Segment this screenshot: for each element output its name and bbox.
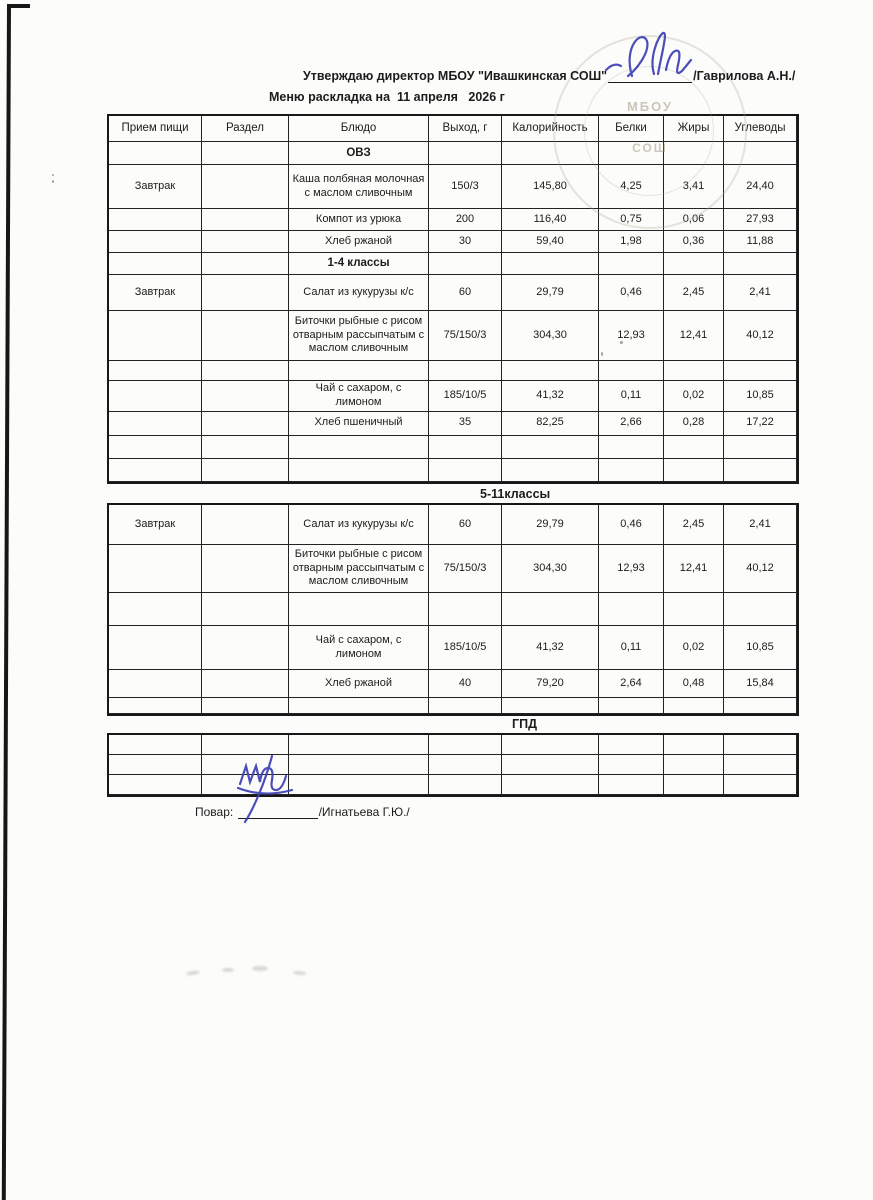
table-row — [109, 231, 797, 253]
portion-cell: 75/150/3 — [429, 545, 502, 593]
table-row — [109, 755, 797, 775]
meal-cell — [109, 698, 202, 714]
calories-cell: 29,79 — [502, 505, 599, 545]
table-row — [109, 593, 797, 626]
column-header-3: Блюдо — [289, 116, 429, 142]
section-cell — [202, 231, 289, 253]
meal-cell — [109, 459, 202, 482]
cook-line — [195, 804, 795, 819]
meal-cell — [109, 436, 202, 459]
menu-table-main — [107, 114, 799, 484]
menu-tables — [107, 114, 795, 819]
fat-cell — [664, 253, 724, 275]
section-cell — [202, 165, 289, 209]
carbs-cell: 40,12 — [724, 311, 797, 361]
meal-cell — [109, 670, 202, 698]
meal-cell: Завтрак — [109, 275, 202, 311]
menu-table-grades511 — [107, 503, 799, 716]
protein-cell: 2,64 — [599, 670, 664, 698]
calories-cell: 82,25 — [502, 412, 599, 436]
fat-cell: 0,28 — [664, 412, 724, 436]
carbs-cell — [724, 735, 797, 755]
section-cell — [202, 209, 289, 231]
scan-smudge — [186, 970, 200, 976]
calories-cell — [502, 735, 599, 755]
protein-cell: 1,98 — [599, 231, 664, 253]
scan-speck — [52, 180, 54, 183]
section-cell — [202, 381, 289, 412]
calories-cell — [502, 755, 599, 775]
protein-cell — [599, 593, 664, 626]
fat-cell — [664, 775, 724, 795]
table-row — [109, 735, 797, 755]
meal-cell: Завтрак — [109, 505, 202, 545]
protein-cell — [599, 361, 664, 381]
table-row — [109, 775, 797, 795]
dish-cell: Салат из кукурузы к/с — [289, 275, 429, 311]
protein-cell — [599, 142, 664, 165]
dish-cell: Хлеб пшеничный — [289, 412, 429, 436]
calories-cell: 304,30 — [502, 545, 599, 593]
table-row — [109, 698, 797, 714]
section-cell — [202, 436, 289, 459]
meal-cell — [109, 361, 202, 381]
meal-cell — [109, 253, 202, 275]
section-row — [109, 142, 797, 165]
calories-cell — [502, 593, 599, 626]
column-header-6: Белки — [599, 116, 664, 142]
dish-cell — [289, 459, 429, 482]
portion-cell — [429, 459, 502, 482]
director-signature — [602, 24, 702, 88]
calories-cell — [502, 698, 599, 714]
calories-cell — [502, 775, 599, 795]
dish-cell: Биточки рыбные с рисом отварным рассыпчатым с маслом сливочным — [289, 545, 429, 593]
calories-cell: 29,79 — [502, 275, 599, 311]
scan-smudge — [252, 966, 268, 971]
dish-cell: 1-4 классы — [289, 253, 429, 275]
table-row — [109, 209, 797, 231]
stamp-text-top: МБОУ — [626, 99, 674, 114]
dish-cell: Чай с сахаром, с лимоном — [289, 626, 429, 670]
portion-cell — [429, 698, 502, 714]
table-row — [109, 165, 797, 209]
portion-cell — [429, 142, 502, 165]
portion-cell: 35 — [429, 412, 502, 436]
fat-cell: 0,02 — [664, 381, 724, 412]
protein-cell — [599, 253, 664, 275]
dish-cell: Каша полбяная молочная с маслом сливочным — [289, 165, 429, 209]
protein-cell: 0,46 — [599, 275, 664, 311]
dish-cell: Хлеб ржаной — [289, 231, 429, 253]
carbs-cell: 24,40 — [724, 165, 797, 209]
column-header-7: Жиры — [664, 116, 724, 142]
section-title-grades511: 5-11классы — [480, 486, 551, 501]
meal-cell: Завтрак — [109, 165, 202, 209]
fat-cell: 2,45 — [664, 275, 724, 311]
approver-name: /Гаврилова А.Н./ — [693, 69, 796, 83]
calories-cell: 41,32 — [502, 381, 599, 412]
section-cell — [202, 311, 289, 361]
protein-cell: 0,75 — [599, 209, 664, 231]
portion-cell: 200 — [429, 209, 502, 231]
table-row — [109, 505, 797, 545]
dish-cell: Чай с сахаром, с лимоном — [289, 381, 429, 412]
director-signature-line — [608, 68, 692, 83]
dish-cell: ОВЗ — [289, 142, 429, 165]
table-row — [109, 670, 797, 698]
section-cell — [202, 459, 289, 482]
carbs-cell: 11,88 — [724, 231, 797, 253]
table-row — [109, 459, 797, 482]
calories-cell: 41,32 — [502, 626, 599, 670]
calories-cell: 59,40 — [502, 231, 599, 253]
portion-cell — [429, 775, 502, 795]
section-cell — [202, 593, 289, 626]
fat-cell — [664, 436, 724, 459]
section-cell — [202, 412, 289, 436]
scan-smudge — [222, 968, 234, 972]
document-title: Меню раскладка на 11 апреля 2026 г — [269, 90, 505, 104]
cook-signature-line — [238, 804, 318, 819]
portion-cell — [429, 735, 502, 755]
portion-cell — [429, 593, 502, 626]
protein-cell: 4,25 — [599, 165, 664, 209]
scan-speck — [52, 174, 54, 176]
meal-cell — [109, 626, 202, 670]
protein-cell — [599, 698, 664, 714]
section-row — [109, 253, 797, 275]
section-cell — [202, 670, 289, 698]
table-row — [109, 381, 797, 412]
column-header-8: Углеводы — [724, 116, 797, 142]
carbs-cell: 2,41 — [724, 505, 797, 545]
portion-cell — [429, 755, 502, 775]
portion-cell — [429, 436, 502, 459]
carbs-cell: 17,22 — [724, 412, 797, 436]
carbs-cell: 40,12 — [724, 545, 797, 593]
fat-cell: 0,06 — [664, 209, 724, 231]
carbs-cell — [724, 142, 797, 165]
table-row — [109, 626, 797, 670]
protein-cell: 12,93 — [599, 545, 664, 593]
fat-cell — [664, 593, 724, 626]
cook-label: Повар: — [195, 804, 237, 819]
dish-cell — [289, 361, 429, 381]
section-title-gpd: ГПД — [512, 717, 537, 731]
carbs-cell — [724, 361, 797, 381]
calories-cell: 145,80 — [502, 165, 599, 209]
carbs-cell: 27,93 — [724, 209, 797, 231]
protein-cell: 0,11 — [599, 381, 664, 412]
carbs-cell — [724, 775, 797, 795]
cook-signature — [232, 752, 322, 824]
protein-cell: 2,66 — [599, 412, 664, 436]
section-cell — [202, 626, 289, 670]
dish-cell: Биточки рыбные с рисом отварным рассыпчатым с маслом сливочным — [289, 311, 429, 361]
portion-cell: 40 — [429, 670, 502, 698]
protein-cell — [599, 436, 664, 459]
dish-cell — [289, 436, 429, 459]
fat-cell — [664, 755, 724, 775]
carbs-cell — [724, 755, 797, 775]
table-row — [109, 275, 797, 311]
portion-cell: 150/3 — [429, 165, 502, 209]
cook-name: /Игнатьева Г.Ю./ — [318, 804, 410, 819]
carbs-cell — [724, 459, 797, 482]
carbs-cell — [724, 593, 797, 626]
portion-cell: 60 — [429, 275, 502, 311]
calories-cell — [502, 361, 599, 381]
column-header-2: Раздел — [202, 116, 289, 142]
dish-cell: Хлеб ржаной — [289, 670, 429, 698]
scan-artifact-corner — [7, 4, 30, 8]
protein-cell — [599, 775, 664, 795]
dish-cell: Салат из кукурузы к/с — [289, 505, 429, 545]
calories-cell — [502, 459, 599, 482]
carbs-cell: 15,84 — [724, 670, 797, 698]
calories-cell — [502, 253, 599, 275]
table-row — [109, 361, 797, 381]
meal-cell — [109, 381, 202, 412]
calories-cell: 79,20 — [502, 670, 599, 698]
protein-cell: 0,11 — [599, 626, 664, 670]
portion-cell — [429, 361, 502, 381]
section-cell — [202, 361, 289, 381]
dish-cell — [289, 593, 429, 626]
fat-cell: 12,41 — [664, 545, 724, 593]
table-row — [109, 545, 797, 593]
column-header-1: Прием пищи — [109, 116, 202, 142]
meal-cell — [109, 311, 202, 361]
section-cell — [202, 275, 289, 311]
fat-cell: 12,41 — [664, 311, 724, 361]
carbs-cell — [724, 436, 797, 459]
header-row — [109, 116, 797, 142]
calories-cell: 116,40 — [502, 209, 599, 231]
fat-cell: 2,45 — [664, 505, 724, 545]
portion-cell: 185/10/5 — [429, 381, 502, 412]
section-cell — [202, 142, 289, 165]
table-row — [109, 436, 797, 459]
portion-cell: 75/150/3 — [429, 311, 502, 361]
fat-cell: 3,41 — [664, 165, 724, 209]
fat-cell: 0,48 — [664, 670, 724, 698]
portion-cell: 30 — [429, 231, 502, 253]
meal-cell — [109, 545, 202, 593]
carbs-cell: 2,41 — [724, 275, 797, 311]
protein-cell: 0,46 — [599, 505, 664, 545]
menu-table-gpd — [107, 733, 799, 797]
protein-cell — [599, 735, 664, 755]
portion-cell: 60 — [429, 505, 502, 545]
meal-cell — [109, 231, 202, 253]
calories-cell — [502, 142, 599, 165]
fat-cell: 0,02 — [664, 626, 724, 670]
dish-cell: Компот из урюка — [289, 209, 429, 231]
meal-cell — [109, 412, 202, 436]
scan-smudge — [293, 970, 306, 975]
fat-cell — [664, 361, 724, 381]
approval-line — [303, 68, 795, 83]
fat-cell — [664, 142, 724, 165]
calories-cell: 304,30 — [502, 311, 599, 361]
section-cell — [202, 698, 289, 714]
carbs-cell: 10,85 — [724, 381, 797, 412]
portion-cell — [429, 253, 502, 275]
protein-cell — [599, 755, 664, 775]
protein-cell: 12,93 — [599, 311, 664, 361]
stamp-text-bottom: СОШ — [632, 141, 668, 155]
section-cell — [202, 505, 289, 545]
meal-cell — [109, 775, 202, 795]
carbs-cell — [724, 253, 797, 275]
protein-cell — [599, 459, 664, 482]
fat-cell — [664, 735, 724, 755]
scan-artifact-line — [2, 4, 11, 1200]
meal-cell — [109, 142, 202, 165]
calories-cell — [502, 436, 599, 459]
portion-cell: 185/10/5 — [429, 626, 502, 670]
meal-cell — [109, 593, 202, 626]
carbs-cell: 10,85 — [724, 626, 797, 670]
section-cell — [202, 545, 289, 593]
fat-cell — [664, 459, 724, 482]
section-cell — [202, 253, 289, 275]
meal-cell — [109, 209, 202, 231]
meal-cell — [109, 735, 202, 755]
fat-cell — [664, 698, 724, 714]
fat-cell: 0,36 — [664, 231, 724, 253]
carbs-cell — [724, 698, 797, 714]
column-header-5: Калорийность — [502, 116, 599, 142]
column-header-4: Выход, г — [429, 116, 502, 142]
table-row — [109, 412, 797, 436]
dish-cell — [289, 698, 429, 714]
approval-text: Утверждаю директор МБОУ "Ивашкинская СОШ" — [303, 69, 608, 83]
table-row — [109, 311, 797, 361]
meal-cell — [109, 755, 202, 775]
